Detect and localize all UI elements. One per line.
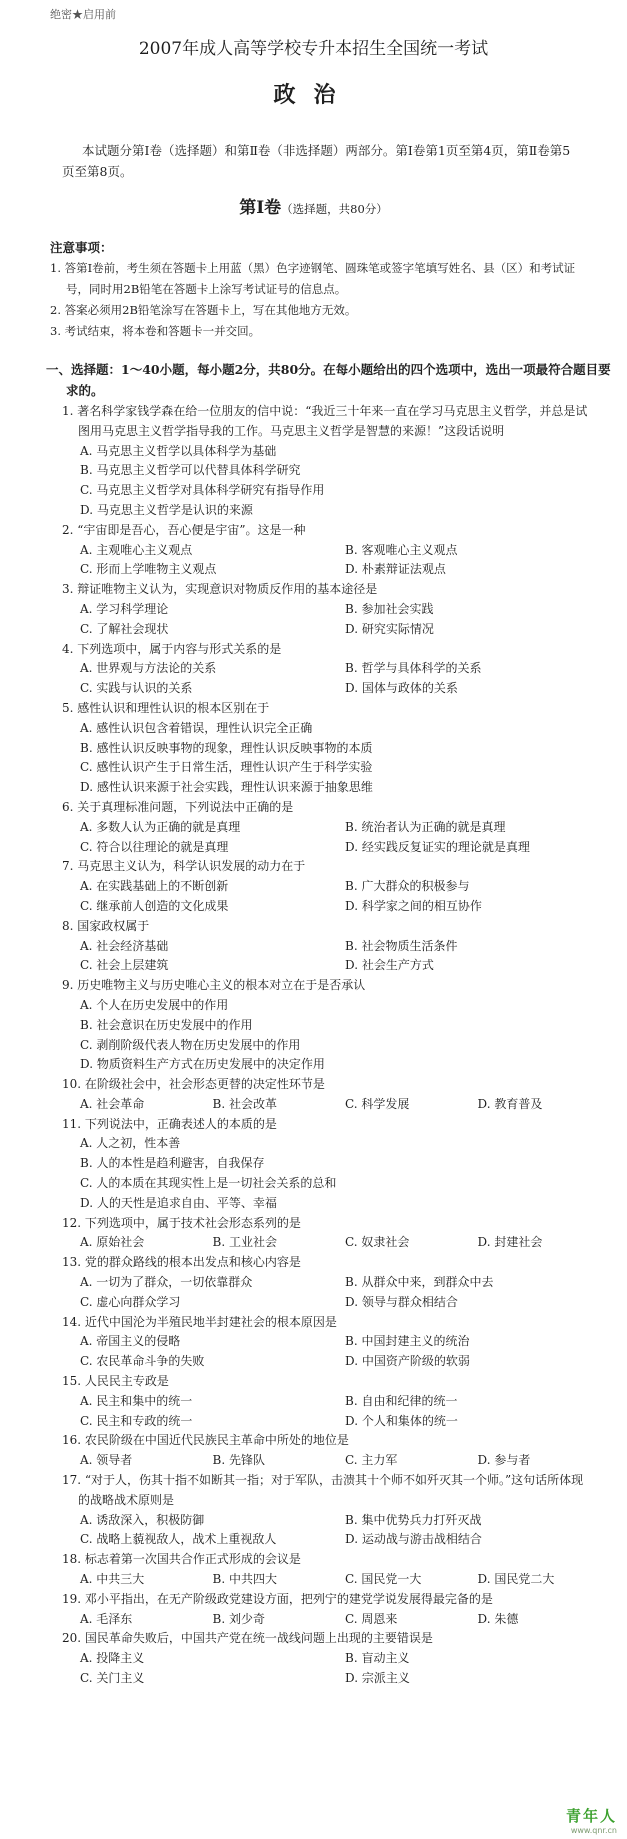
answer-option-d: D. 感性认识来源于社会实践，理性认识来源于抽象思维 [80,780,373,795]
answer-option-d: D. 朴素辩证法观点 [345,562,446,577]
answer-option-a: A. 原始社会 [80,1235,145,1250]
answer-options [62,1392,592,1432]
answer-options [62,877,592,917]
question-3 [62,580,592,639]
note-item: 3. 考试结束，将本卷和答题卡一并交回。 [50,324,261,338]
question-stem: 12. 下列选项中，属于技术社会形态系列的是 [62,1215,301,1230]
answer-option-c: C. 实践与认识的关系 [80,681,193,696]
exam-title: 2007年成人高等学校专升本招生全国统一考试 [138,39,489,59]
question-8 [62,917,592,976]
question-stem: 5. 感性认识和理性认识的根本区别在于 [62,700,270,715]
answer-option-c: C. 周恩来 [345,1611,398,1626]
answer-option-b: B. 集中优势兵力打歼灭战 [345,1512,482,1527]
question-stem: 7. 马克思主义认为，科学认识发展的动力在于 [62,859,306,874]
answer-option-d: D. 运动战与游击战相结合 [345,1532,482,1547]
question-20 [62,1629,592,1688]
answer-options [62,1511,592,1551]
answer-option-c: C. 符合以往理论的就是真理 [80,839,229,854]
question-stem: 8. 国家政权属于 [62,918,150,933]
answer-option-a: A. 投降主义 [80,1651,145,1666]
answer-option-b: B. 中国封建主义的统治 [345,1334,470,1349]
question-stem: 3. 辩证唯物主义认为，实现意识对物质反作用的基本途径是 [62,582,378,597]
answer-options [62,1095,592,1115]
question-10 [62,1075,592,1115]
question-stem: 18. 标志着第一次国共合作正式形成的会议是 [62,1552,301,1567]
answer-option-b: B. 统治者认为正确的就是真理 [345,819,506,834]
question-list [62,402,592,1689]
answer-option-d: D. 宗派主义 [345,1671,410,1685]
answer-option-c: C. 了解社会现状 [80,621,169,636]
answer-option-a: A. 人之初，性本善 [80,1136,181,1151]
answer-options [62,1451,592,1471]
answer-option-a: A. 个人在历史发展中的作用 [80,997,229,1012]
question-stem: 13. 党的群众路线的根本出发点和核心内容是 [62,1255,301,1270]
question-stem: 11. 下列说法中，正确表述人的本质的是 [62,1116,277,1131]
answer-option-d: D. 国体与政体的关系 [345,681,458,696]
answer-option-c: C. 继承前人创造的文化成果 [80,898,229,913]
answer-option-d: D. 教育普及 [477,1096,543,1111]
watermark-url: www.qnr.cn [570,1826,617,1835]
answer-options [62,541,592,581]
answer-option-a: A. 帝国主义的侵略 [80,1334,181,1349]
question-1 [62,402,592,521]
answer-option-d: D. 领导与群众相结合 [345,1294,458,1309]
answer-option-b: B. 社会意识在历史发展中的作用 [80,1017,253,1032]
subject-title: 政治 [273,82,354,108]
answer-option-d: D. 社会生产方式 [345,958,434,973]
answer-options [62,659,592,699]
answer-option-b: B. 社会物质生活条件 [345,938,458,953]
exam-intro: 本试题分第Ⅰ卷（选择题）和第Ⅱ卷（非选择题）两部分。第Ⅰ卷第1页至第4页，第Ⅱ卷第5页至第8页。 [62,143,571,179]
answer-option-c: C. 人的本质在其现实性上是一切社会关系的总和 [80,1176,337,1191]
question-11 [62,1115,592,1214]
section-instruction: 一、选择题：1～40小题，每小题2分，共80分。在每小题给出的四个选项中，选出一项最符合题目要求的。 [46,362,611,398]
answer-option-d: D. 人的天性是追求自由、平等、幸福 [80,1195,277,1210]
answer-option-b: B. 刘少奇 [212,1611,265,1626]
answer-options [62,818,592,858]
answer-option-a: A. 毛泽东 [80,1611,133,1626]
answer-option-c: C. 关门主义 [80,1671,145,1685]
answer-option-a: A. 中共三大 [80,1572,145,1587]
answer-option-c: C. 国民党一大 [345,1572,422,1587]
answer-option-c: C. 战略上藐视敌人，战术上重视敌人 [80,1532,277,1547]
note-item: 1. 答第Ⅰ卷前，考生须在答题卡上用蓝（黑）色字迹钢笔、圆珠笔或签字笔填写姓名、县（区）和考试证号，同时用2B铅笔在答题卡上涂写考试证号的信息点。 [50,261,576,296]
notes-list [50,258,590,342]
answer-option-d: D. 科学家之间的相互协作 [345,898,482,913]
answer-option-b: B. 盲动主义 [345,1651,410,1666]
answer-options [62,1649,592,1689]
question-5 [62,699,592,798]
answer-options [62,1233,592,1253]
question-19 [62,1590,592,1630]
answer-option-b: B. 广大群众的积极参与 [345,879,470,894]
question-17 [62,1471,592,1550]
answer-option-d: D. 参与者 [477,1453,531,1468]
secret-mark: 绝密★启用前 [50,8,116,21]
answer-option-a: A. 主观唯心主义观点 [80,542,193,557]
question-stem: 15. 人民民主专政是 [62,1374,169,1389]
question-stem: 20. 国民革命失败后，中国共产党在统一战线问题上出现的主要错误是 [62,1631,433,1646]
notes-heading: 注意事项： [50,240,113,255]
answer-options [62,937,592,977]
question-stem: 9. 历史唯物主义与历史唯心主义的根本对立在于是否承认 [62,978,366,993]
answer-option-d: D. 研究实际情况 [345,621,434,636]
answer-options [62,1610,592,1630]
answer-option-c: C. 感性认识产生于日常生活，理性认识产生于科学实验 [80,760,373,775]
answer-option-b: B. 人的本性是趋利避害，自我保存 [80,1156,265,1171]
answer-option-d: D. 朱德 [477,1611,519,1626]
question-stem: 2. “宇宙即是吾心，吾心便是宇宙”。这是一种 [62,522,306,537]
watermark [566,1805,617,1835]
question-stem: 17. “对于人，伤其十指不如断其一指；对于军队，击溃其十个师不如歼灭其一个师。”这句话所体现的战略战术原则是 [62,1473,584,1507]
answer-option-a: A. 在实践基础上的不断创新 [80,879,229,894]
question-stem: 14. 近代中国沦为半殖民地半封建社会的根本原因是 [62,1314,337,1329]
question-stem: 16. 农民阶级在中国近代民族民主革命中所处的地位是 [62,1433,349,1448]
question-9 [62,976,592,1075]
question-18 [62,1550,592,1590]
answer-option-c: C. 民主和专政的统一 [80,1413,193,1428]
answer-option-d: D. 马克思主义哲学是认识的来源 [80,502,253,517]
answer-options [62,1134,592,1213]
note-item: 2. 答案必须用2B铅笔涂写在答题卡上，写在其他地方无效。 [50,303,357,317]
answer-option-b: B. 工业社会 [212,1235,277,1250]
answer-options [62,600,592,640]
answer-option-a: A. 多数人认为正确的就是真理 [80,819,241,834]
answer-options [62,1332,592,1372]
answer-option-a: A. 马克思主义哲学以具体科学为基础 [80,443,277,458]
volume-title: 第Ⅰ卷 [239,198,282,218]
answer-option-b: B. 中共四大 [212,1572,277,1587]
answer-option-d: D. 封建社会 [477,1235,543,1250]
answer-option-a: A. 一切为了群众，一切依靠群众 [80,1275,253,1290]
answer-option-b: B. 哲学与具体科学的关系 [345,661,482,676]
answer-option-a: A. 世界观与方法论的关系 [80,661,217,676]
answer-option-a: A. 领导者 [80,1453,133,1468]
question-7 [62,857,592,916]
question-stem: 19. 邓小平指出，在无产阶级政党建设方面，把列宁的建党学说发展得最完备的是 [62,1591,493,1606]
answer-options [62,719,592,798]
answer-option-b: B. 社会改革 [212,1096,277,1111]
answer-option-b: B. 客观唯心主义观点 [345,542,458,557]
answer-option-c: C. 奴隶社会 [345,1235,410,1250]
answer-option-a: A. 社会经济基础 [80,938,169,953]
answer-option-b: B. 参加社会实践 [345,601,434,616]
answer-option-d: D. 国民党二大 [477,1572,555,1587]
answer-option-d: D. 物质资料生产方式在历史发展中的决定作用 [80,1057,325,1072]
answer-option-d: D. 个人和集体的统一 [345,1413,458,1428]
answer-options [62,1273,592,1313]
volume-subtitle: （选择题，共80分） [281,202,388,216]
question-stem: 6. 关于真理标准问题，下列说法中正确的是 [62,799,294,814]
answer-options [62,442,592,521]
question-stem: 10. 在阶级社会中，社会形态更替的决定性环节是 [62,1077,325,1092]
answer-option-b: B. 马克思主义哲学可以代替具体科学研究 [80,463,301,478]
answer-option-c: C. 社会上层建筑 [80,958,169,973]
answer-option-b: B. 从群众中来，到群众中去 [345,1275,494,1290]
question-stem: 4. 下列选项中，属于内容与形式关系的是 [62,641,282,656]
answer-option-a: A. 民主和集中的统一 [80,1393,193,1408]
volume-heading [0,193,627,218]
answer-option-c: C. 科学发展 [345,1096,410,1111]
question-12 [62,1214,592,1254]
answer-option-d: D. 经实践反复证实的理论就是真理 [345,839,530,854]
answer-option-a: A. 感性认识包含着错误，理性认识完全正确 [80,720,313,735]
answer-option-b: B. 感性认识反映事物的现象，理性认识反映事物的本质 [80,740,373,755]
question-13 [62,1253,592,1312]
question-14 [62,1313,592,1372]
answer-option-c: C. 剥削阶级代表人物在历史发展中的作用 [80,1037,301,1052]
answer-option-d: D. 中国资产阶级的软弱 [345,1354,470,1369]
answer-option-a: A. 社会革命 [80,1096,145,1111]
watermark-text: 青年人 [565,1807,617,1825]
answer-option-a: A. 学习科学理论 [80,601,169,616]
answer-option-c: C. 虚心向群众学习 [80,1294,181,1309]
answer-options [62,1570,592,1590]
question-15 [62,1372,592,1431]
question-2 [62,521,592,580]
question-16 [62,1431,592,1471]
answer-option-a: A. 诱敌深入，积极防御 [80,1512,205,1527]
answer-option-c: C. 马克思主义哲学对具体科学研究有指导作用 [80,483,325,498]
question-6 [62,798,592,857]
answer-option-b: B. 自由和纪律的统一 [345,1393,458,1408]
answer-option-b: B. 先锋队 [212,1453,265,1468]
answer-options [62,996,592,1075]
answer-option-c: C. 主力军 [345,1453,398,1468]
answer-option-c: C. 农民革命斗争的失败 [80,1354,205,1369]
answer-option-c: C. 形而上学唯物主义观点 [80,562,217,577]
question-4 [62,640,592,699]
question-stem: 1. 著名科学家钱学森在给一位朋友的信中说：“我近三十年来一直在学习马克思主义哲学，并总是试图用马克思主义哲学指导我的工作。马克思主义哲学是智慧的来源！”这段话说明 [62,404,588,438]
